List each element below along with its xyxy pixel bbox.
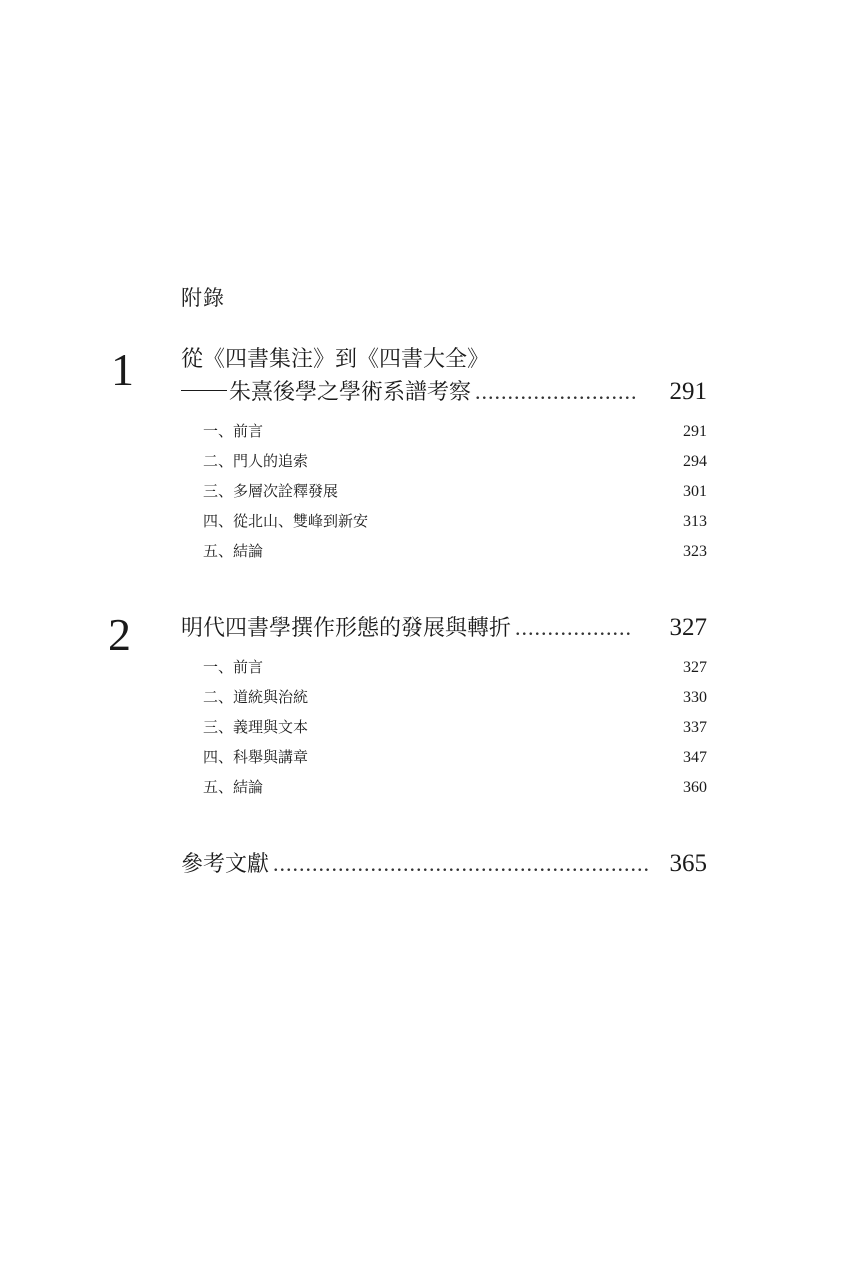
section-page-number: 294 <box>683 453 707 470</box>
section-label: 一、前言 <box>203 422 264 440</box>
section-page-number: 313 <box>683 513 707 530</box>
dot-leader: .......................................................... <box>273 851 651 876</box>
section-label: 四、科舉與講章 <box>203 748 309 766</box>
section-page-number: 291 <box>683 423 707 440</box>
list-item[interactable] <box>203 656 707 686</box>
section-label: 三、多層次詮釋發展 <box>203 482 339 500</box>
section-label: 四、從北山、雙峰到新安 <box>203 512 369 530</box>
chapter-title[interactable] <box>181 346 707 374</box>
list-item[interactable] <box>203 480 707 510</box>
chapter-subtitle <box>181 379 471 407</box>
section-label: 二、道統與治統 <box>203 688 309 706</box>
chapter-page-number: 327 <box>669 614 707 641</box>
list-item[interactable] <box>203 510 707 540</box>
chapter-title-line1: 從《四書集注》到《四書大全》 <box>181 347 490 372</box>
references-page-number: 365 <box>669 850 707 877</box>
list-item[interactable] <box>203 776 707 806</box>
appendix-title: 附錄 <box>181 286 225 310</box>
section-page-number: 301 <box>683 483 707 500</box>
chapter-number: 2 <box>108 609 131 660</box>
list-item[interactable] <box>203 450 707 480</box>
section-page-number: 347 <box>683 749 707 766</box>
list-item[interactable] <box>203 716 707 746</box>
section-label: 一、前言 <box>203 658 264 676</box>
section-page-number: 360 <box>683 779 707 796</box>
chapter-title-entry[interactable] <box>181 614 707 643</box>
section-page-number: 330 <box>683 689 707 706</box>
references-title: 參考文獻 <box>181 852 270 877</box>
list-item[interactable] <box>203 746 707 776</box>
section-page-number: 323 <box>683 543 707 560</box>
section-label: 五、結論 <box>203 542 264 560</box>
section-page-number: 337 <box>683 719 707 736</box>
references-entry[interactable] <box>181 850 707 879</box>
chapter-subtitle-text: 朱熹後學之學術系譜考察 <box>229 380 472 405</box>
section-label: 五、結論 <box>203 778 264 796</box>
em-dash <box>181 390 227 391</box>
chapter-page-number: 291 <box>669 378 707 405</box>
section-page-number: 327 <box>683 659 707 676</box>
section-list <box>203 420 707 570</box>
section-list <box>203 656 707 806</box>
dot-leader: .................. <box>515 615 633 640</box>
section-label: 二、門人的追索 <box>203 452 309 470</box>
chapter-number: 1 <box>111 344 134 395</box>
list-item[interactable] <box>203 420 707 450</box>
list-item[interactable] <box>203 686 707 716</box>
list-item[interactable] <box>203 540 707 570</box>
chapter-title: 明代四書學撰作形態的發展與轉折 <box>181 616 512 641</box>
chapter-subtitle-entry[interactable] <box>181 378 707 407</box>
dot-leader: ......................... <box>475 379 638 404</box>
section-label: 三、義理與文本 <box>203 718 309 736</box>
